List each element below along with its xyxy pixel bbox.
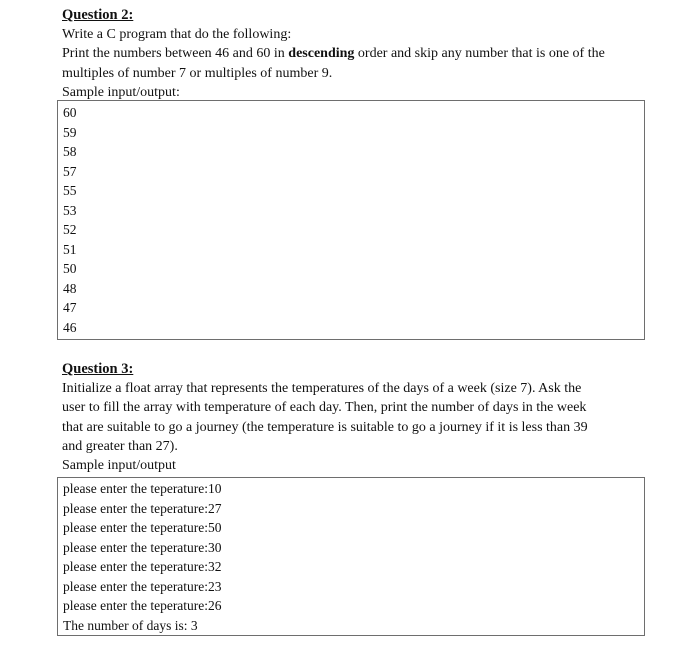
- question-3-line: user to fill the array with temperature of each day. Then, print the number of days in the week: [62, 400, 587, 416]
- q2-output-row: 53: [63, 202, 77, 218]
- question-2-line-2-bold: descending: [288, 46, 355, 62]
- q3-output-row: please enter the teperature:30: [63, 539, 222, 555]
- question-2-output-box: [57, 100, 645, 340]
- q3-output-row: please enter the teperature:27: [63, 500, 222, 516]
- q2-output-row: 50: [63, 261, 77, 276]
- q2-output-row: 57: [63, 163, 77, 179]
- question-2-heading: Question 2:: [62, 7, 134, 23]
- q2-output-row: 60: [63, 105, 77, 120]
- q3-output-row: please enter the teperature:23: [63, 578, 222, 594]
- question-2-line-2-pre: Print the numbers between 46 and 60 in: [62, 46, 289, 62]
- q2-output-row: 46: [63, 319, 77, 335]
- q2-output-row: 48: [63, 280, 77, 296]
- question-3-text: [62, 379, 588, 475]
- q2-output-row: 55: [63, 183, 77, 198]
- question-2-line-3: multiples of number 7 or multiples of number 9.: [62, 65, 333, 81]
- question-2-line-2: [62, 44, 605, 63]
- question-3-sample-label: Sample input/output: [62, 458, 176, 474]
- question-2-line-2-post: order and skip any number that is one of the: [354, 46, 605, 62]
- q3-output-row: please enter the teperature:50: [63, 520, 222, 535]
- q2-output-row: 52: [63, 222, 77, 237]
- question-3-line: that are suitable to go a journey (the temperature is suitable to go a journey if it is less than 39: [62, 419, 588, 435]
- question-3-line: Initialize a float array that represents the temperatures of the days of a week (size 7). Ask the: [62, 381, 582, 396]
- q3-output-row: please enter the teperature:32: [63, 559, 222, 574]
- question-2-sample-label: Sample input/output:: [62, 84, 180, 100]
- question-3-line: and greater than 27).: [62, 438, 178, 454]
- question-3-output-box: [57, 477, 645, 636]
- q2-output-row: 51: [63, 241, 77, 257]
- question-2-line-1: Write a C program that do the following:: [62, 27, 292, 42]
- q3-output-row: please enter the teperature:26: [63, 598, 222, 613]
- question-3-heading: Question 3:: [62, 361, 134, 377]
- q2-output-row: 47: [63, 300, 77, 315]
- q2-output-row: 58: [63, 144, 77, 159]
- q3-output-row: please enter the teperature:10: [63, 481, 222, 496]
- q3-output-row: The number of days is: 3: [63, 617, 198, 633]
- q2-output-row: 59: [63, 124, 77, 140]
- question-2-text: [62, 25, 605, 102]
